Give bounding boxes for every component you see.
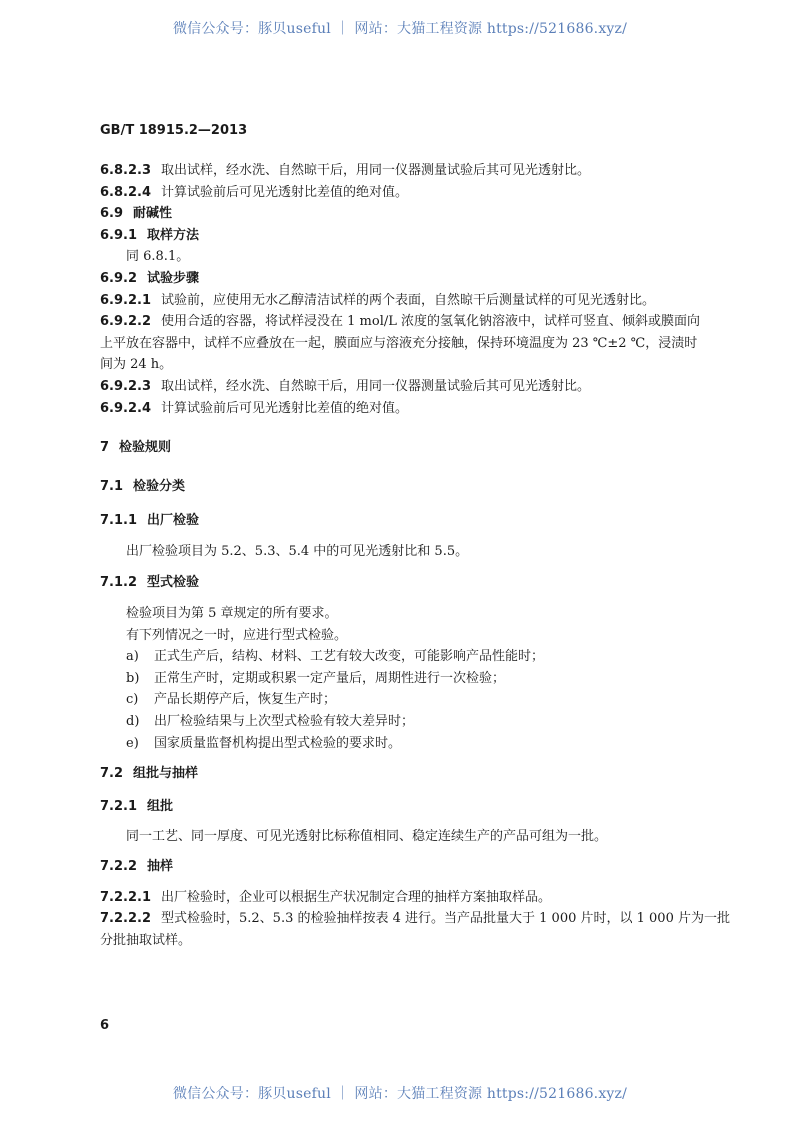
clause-7-2-2-2: 7.2.2.2 型式检验时，5.2、5.3 的检验抽样按表 4 进行。当产品批量大于 1 000 片时，以 1 000 片为一批 <box>100 911 730 926</box>
clause-7-2-2-1: 7.2.2.1 出厂检验时，企业可以根据生产状况制定合理的抽样方案抽取样品。 <box>100 890 552 905</box>
paragraph-7-1-2-2: 有下列情况之一时，应进行型式检验。 <box>126 628 348 643</box>
heading-7-2-1: 7.2.1 组批 <box>100 799 174 814</box>
heading-7-2: 7.2 组批与抽样 <box>100 766 199 781</box>
paragraph-7-1-1: 出厂检验项目为 5.2、5.3、5.4 中的可见光透射比和 5.5。 <box>126 544 469 559</box>
page-number: 6 <box>100 1018 110 1033</box>
heading-7-1-1: 7.1.1 出厂检验 <box>100 513 200 528</box>
heading-6-9-1: 6.9.1 取样方法 <box>100 228 200 243</box>
clause-6-9-2-3: 6.9.2.3 取出试样，经水洗、自然晾干后，用同一仪器测量试验后其可见光透射比。 <box>100 379 591 394</box>
watermark-bottom: 微信公众号：豚贝useful ｜ 网站：大猫工程资源 https://521686.xyz/ <box>172 1086 628 1102</box>
list-item: a) 正式生产后，结构、材料、工艺有较大改变，可能影响产品性能时； <box>126 649 545 664</box>
clause-6-9-2-2-line2: 上平放在容器中，试样不应叠放在一起，膜面应与溶液充分接触，保持环境温度为 23 ℃±2 ℃，浸渍时 <box>100 336 698 351</box>
heading-7-2-2: 7.2.2 抽样 <box>100 859 174 874</box>
clause-7-2-2-2-line2: 分批抽取试样。 <box>100 933 192 948</box>
heading-6-9: 6.9 耐碱性 <box>100 206 173 221</box>
heading-6-9-2: 6.9.2 试验步骤 <box>100 271 200 286</box>
clause-6-9-2-2: 6.9.2.2 使用合适的容器，将试样浸没在 1 mol/L 浓度的氢氧化钠溶液中，试样可竖直、倾斜或膜面向 <box>100 314 700 329</box>
paragraph-7-1-2-1: 检验项目为第 5 章规定的所有要求。 <box>126 606 338 621</box>
heading-7: 7 检验规则 <box>100 440 172 455</box>
watermark-top: 微信公众号：豚贝useful ｜ 网站：大猫工程资源 https://521686.xyz/ <box>172 21 628 37</box>
paragraph-7-2-1: 同一工艺、同一厚度、可见光透射比标称值相同、稳定连续生产的产品可组为一批。 <box>126 829 608 844</box>
paragraph-6-9-1: 同 6.8.1。 <box>126 249 190 264</box>
heading-7-1-2: 7.1.2 型式检验 <box>100 575 200 590</box>
heading-7-1: 7.1 检验分类 <box>100 479 186 494</box>
clause-6-9-2-1: 6.9.2.1 试验前，应使用无水乙醇清洁试样的两个表面，自然晾干后测量试样的可见光透射比。 <box>100 293 656 308</box>
clause-6-9-2-2-line3: 间为 24 h。 <box>100 357 173 372</box>
clause-6-9-2-4: 6.9.2.4 计算试验前后可见光透射比差值的绝对值。 <box>100 401 409 416</box>
list-item: b) 正常生产时，定期或积累一定产量后，周期性进行一次检验； <box>126 671 506 686</box>
list-item: d) 出厂检验结果与上次型式检验有较大差异时； <box>126 714 415 729</box>
clause-6-8-2-3: 6.8.2.3 取出试样，经水洗、自然晾干后，用同一仪器测量试验后其可见光透射比。 <box>100 163 591 178</box>
list-item: c) 产品长期停产后，恢复生产时； <box>126 692 337 707</box>
list-item: e) 国家质量监督机构提出型式检验的要求时。 <box>126 736 402 751</box>
clause-6-8-2-4: 6.8.2.4 计算试验前后可见光透射比差值的绝对值。 <box>100 185 409 200</box>
document-code: GB/T 18915.2—2013 <box>100 123 248 138</box>
